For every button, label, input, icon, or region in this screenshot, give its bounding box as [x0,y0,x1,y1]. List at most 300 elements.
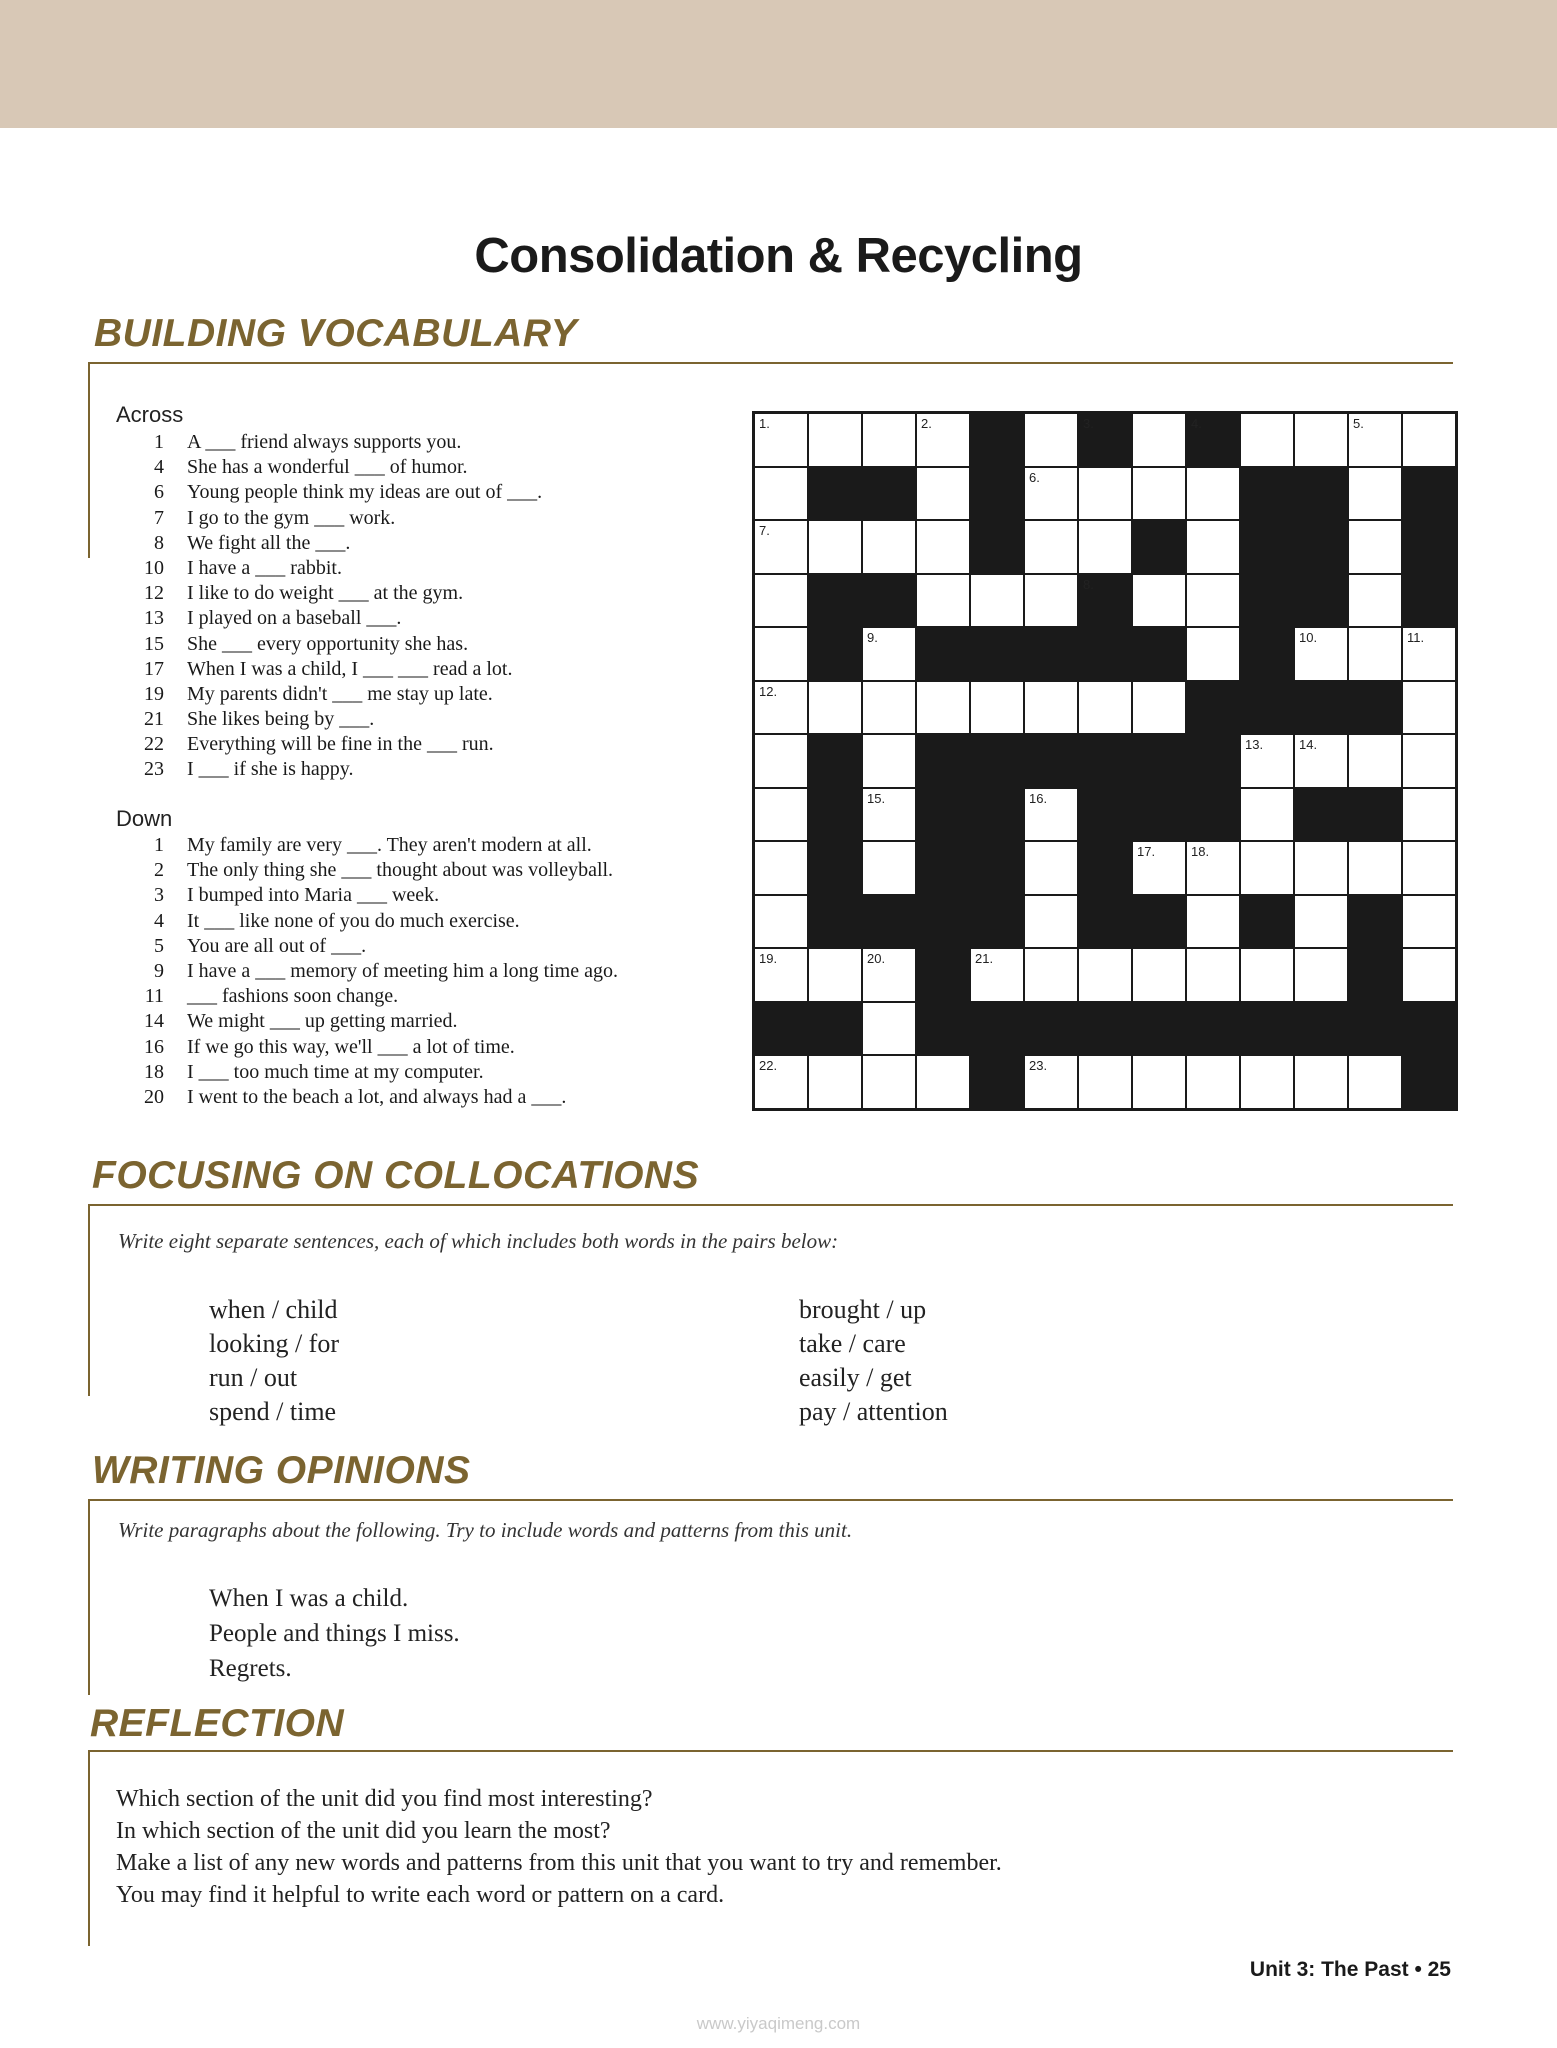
crossword-block [1132,734,1186,788]
crossword-block [862,895,916,949]
crossword-cell[interactable] [1294,627,1348,681]
crossword-block [754,1002,808,1056]
clue-number: 20 [144,1085,164,1108]
opinion-topic: Regrets. [209,1655,292,1682]
clue-text: I played on a baseball ___. [187,607,402,630]
reflection-side-rule [88,1750,90,1946]
crossword-cell[interactable] [1240,788,1294,842]
crossword-clue-number: 13. [1245,737,1264,752]
crossword-clue-number: 12. [759,683,778,699]
crossword-clue-number: 6. [1029,469,1040,485]
crossword-block [916,627,970,681]
crossword-cell[interactable] [1132,948,1186,1002]
clue-number: 22 [144,733,164,756]
collocation-pair: brought / up [799,1295,927,1324]
crossword-cell[interactable] [1132,681,1186,735]
crossword-block [808,627,862,681]
crossword-block [1078,841,1132,895]
watermark: www.yiyaqimeng.com [696,2014,861,2033]
header-band [0,0,1557,128]
crossword-block [916,1002,970,1056]
crossword-block [1348,788,1402,842]
crossword-cell[interactable] [1240,841,1294,895]
collocation-pairs-right [799,1293,948,1429]
clue-text: The only thing she ___ thought about was volleyball. [187,859,614,882]
clue-text: If we go this way, we'll ___ a lot of time. [187,1035,515,1058]
clue-text: I have a ___ memory of meeting him a long time ago. [187,959,618,982]
crossword-clue-number: 18. [1191,844,1210,859]
clue-number: 9 [154,959,164,982]
crossword-cell[interactable] [916,574,970,628]
crossword-cell[interactable] [862,948,916,1002]
clue-number: 2 [154,859,164,882]
collocation-pair: pay / attention [799,1397,948,1426]
crossword-block [916,895,970,949]
crossword-cell[interactable] [916,467,970,521]
crossword-cell[interactable] [1024,948,1078,1002]
clue-number: 10 [144,556,164,579]
crossword-block [1078,1002,1132,1056]
down-clue [116,984,618,1009]
crossword-cell[interactable] [862,841,916,895]
crossword-cell[interactable] [970,948,1024,1002]
clue-text: Everything will be fine in the ___ run. [187,733,494,756]
crossword-block [1294,1002,1348,1056]
clue-text: She likes being by ___. [187,708,375,731]
across-clue [116,430,542,455]
crossword-cell[interactable] [1024,1055,1078,1109]
crossword-cell[interactable] [1186,467,1240,521]
crossword-block [1186,1002,1240,1056]
crossword-block [1402,520,1456,574]
across-clue [116,606,542,631]
clue-number: 7 [154,506,164,529]
crossword-cell[interactable] [754,788,808,842]
across-clue [116,632,542,657]
crossword-cell[interactable] [754,627,808,681]
building-vocabulary-side-rule [88,362,90,558]
crossword-block [1294,574,1348,628]
crossword-cell[interactable] [862,734,916,788]
clue-text: I like to do weight ___ at the gym. [187,582,464,605]
crossword-block [808,841,862,895]
opinion-topic: When I was a child. [209,1585,409,1612]
crossword-cell[interactable] [916,681,970,735]
crossword-cell[interactable] [862,681,916,735]
crossword-block [808,1002,862,1056]
crossword-block [1402,1055,1456,1109]
down-clue [116,883,618,908]
crossword-block [970,1055,1024,1109]
clue-text: My family are very ___. They aren't modern at all. [187,834,592,856]
crossword-cell[interactable] [754,520,808,574]
crossword-cell[interactable] [1186,895,1240,949]
crossword-cell[interactable] [1294,841,1348,895]
crossword-block [970,1002,1024,1056]
crossword-block [1240,520,1294,574]
crossword-block [970,788,1024,842]
page-footer: Unit 3: The Past • 25 [1249,1958,1451,1981]
crossword-block [1132,627,1186,681]
crossword-cell[interactable] [754,574,808,628]
crossword-clue-number: 23. [1029,1058,1048,1073]
clue-text: I went to the beach a lot, and always had a ___. [187,1085,567,1108]
crossword-cell[interactable] [1402,895,1456,949]
across-clue [116,506,542,531]
crossword-cell[interactable] [1294,1055,1348,1109]
clue-number: 21 [144,708,164,731]
collocation-pair: spend / time [209,1397,337,1426]
crossword-cell[interactable] [1024,467,1078,521]
clue-number: 5 [154,934,164,957]
crossword-clue-number: 3. [1083,416,1094,431]
crossword-cell[interactable] [1402,413,1456,467]
reflection-question: In which section of the unit did you learn the most? [116,1818,611,1844]
crossword-block [1132,1002,1186,1056]
crossword-cell[interactable] [1294,895,1348,949]
crossword-cell[interactable] [862,413,916,467]
writing-opinions-rule [88,1499,1453,1501]
crossword-block [1402,1002,1456,1056]
crossword-cell[interactable] [808,520,862,574]
clue-number: 13 [144,607,164,630]
crossword-block [1186,788,1240,842]
clue-number: 16 [144,1035,164,1058]
crossword-block [1240,1002,1294,1056]
crossword-clue-number: 19. [759,951,778,966]
crossword-cell[interactable] [1024,681,1078,735]
crossword-block [1240,627,1294,681]
collocations-rule [88,1204,1453,1206]
crossword-cell[interactable] [1240,413,1294,467]
crossword-block [1078,413,1132,467]
crossword-block [1186,413,1240,467]
crossword-cell[interactable] [1402,681,1456,735]
clue-text: Young people think my ideas are out of ___. [187,481,543,504]
crossword-cell[interactable] [1294,413,1348,467]
across-clue [116,556,542,581]
down-heading: Down [116,806,173,831]
crossword-block [1348,681,1402,735]
clue-number: 14 [144,1010,164,1033]
crossword-cell[interactable] [1132,574,1186,628]
reflection-question: Make a list of any new words and patterns from this unit that you want to try and remember. [116,1850,1002,1876]
crossword-cell[interactable] [1078,681,1132,735]
crossword-cell[interactable] [1348,627,1402,681]
crossword-cell[interactable] [862,1002,916,1056]
crossword-block [1078,788,1132,842]
writing-opinions-side-rule [88,1499,90,1695]
crossword-block [862,574,916,628]
crossword-cell[interactable] [916,1055,970,1109]
crossword-block [970,841,1024,895]
down-clue-list [116,833,618,1110]
crossword-cell[interactable] [970,681,1024,735]
collocation-pair: easily / get [799,1363,912,1392]
clue-text: I ___ if she is happy. [187,758,354,781]
collocations-side-rule [88,1204,90,1396]
crossword-grid [752,411,1458,1111]
crossword-clue-number: 20. [867,951,886,966]
crossword-cell[interactable] [754,948,808,1002]
crossword-block [970,627,1024,681]
clue-number: 6 [154,481,164,504]
across-clue [116,657,542,682]
clue-number: 19 [144,682,164,705]
crossword-cell[interactable] [1348,574,1402,628]
crossword-cell[interactable] [1294,948,1348,1002]
crossword-cell[interactable] [754,734,808,788]
clue-text: I go to the gym ___ work. [187,506,396,529]
clue-number: 12 [144,582,164,605]
crossword-cell[interactable] [754,841,808,895]
crossword-cell[interactable] [970,574,1024,628]
down-clue [116,934,618,959]
crossword-cell[interactable] [862,788,916,842]
crossword-block [1294,681,1348,735]
crossword-block [1294,520,1348,574]
crossword-cell[interactable] [1402,734,1456,788]
crossword-clue-number: 2. [921,416,932,431]
crossword-clue-number: 16. [1029,790,1048,806]
clue-number: 1 [154,431,164,453]
crossword-clue-number: 8. [1083,576,1094,592]
across-clue-list [116,430,542,783]
crossword-block [1132,895,1186,949]
clue-number: 8 [154,531,164,554]
clue-number: 17 [144,657,164,680]
crossword-cell[interactable] [754,1055,808,1109]
clue-number: 18 [144,1060,164,1083]
crossword-cell[interactable] [808,681,862,735]
clue-text: We fight all the ___. [187,531,351,554]
crossword-cell[interactable] [1132,841,1186,895]
reflection-list [116,1783,1002,1911]
crossword-block [1078,627,1132,681]
crossword-cell[interactable] [1348,520,1402,574]
down-clue [116,909,618,934]
clue-number: 4 [154,909,164,932]
collocation-pairs-left [209,1293,339,1429]
reflection-rule [88,1750,1453,1752]
crossword-cell[interactable] [1024,841,1078,895]
crossword-cell[interactable] [1186,948,1240,1002]
crossword-block [970,895,1024,949]
crossword-cell[interactable] [754,413,808,467]
crossword-block [1186,681,1240,735]
crossword-block [1078,734,1132,788]
collocation-pair: looking / for [209,1329,339,1358]
clue-number: 4 [154,456,164,479]
crossword-block [808,467,862,521]
building-vocabulary-rule [88,362,1453,364]
down-clue [116,959,618,984]
crossword-cell[interactable] [1348,467,1402,521]
clue-text: She has a wonderful ___ of humor. [187,456,468,479]
down-clue [116,1009,618,1034]
collocation-pair: when / child [209,1295,338,1324]
crossword-block [1078,895,1132,949]
across-clue [116,707,542,732]
down-clue [116,833,618,858]
down-clue [116,858,618,883]
opinion-topic: People and things I miss. [209,1620,460,1647]
crossword-clue-number: 11. [1407,630,1425,645]
crossword-block [916,841,970,895]
crossword-block [808,574,862,628]
crossword-block [1348,1002,1402,1056]
collocations-heading: FOCUSING ON COLLOCATIONS [92,1154,700,1197]
crossword-cell[interactable] [1294,734,1348,788]
crossword-cell[interactable] [1024,413,1078,467]
clue-text: I have a ___ rabbit. [187,556,342,579]
crossword-block [808,788,862,842]
crossword-block [1240,681,1294,735]
crossword-clue-number: 17. [1137,844,1156,859]
across-clue [116,732,542,757]
crossword-cell[interactable] [916,413,970,467]
crossword-cell[interactable] [1348,1055,1402,1109]
crossword-cell[interactable] [754,467,808,521]
clue-text: A ___ friend always supports you. [187,431,462,453]
writing-opinions-instruction: Write paragraphs about the following. Try to include words and patterns from this unit. [118,1518,853,1542]
clue-number: 3 [154,884,164,907]
crossword-block [1024,1002,1078,1056]
crossword-cell[interactable] [1240,1055,1294,1109]
crossword-block [1078,574,1132,628]
crossword-block [808,895,862,949]
crossword-clue-number: 21. [975,951,994,966]
crossword-cell[interactable] [1402,841,1456,895]
crossword-cell[interactable] [754,895,808,949]
crossword-block [916,734,970,788]
crossword-cell[interactable] [1024,895,1078,949]
clue-text: I ___ too much time at my computer. [187,1060,484,1083]
crossword-cell[interactable] [1024,574,1078,628]
crossword-cell[interactable] [1186,520,1240,574]
clue-number: 15 [144,632,164,655]
collocation-pair: take / care [799,1329,906,1358]
crossword-block [862,467,916,521]
across-clue [116,480,542,505]
clue-number: 23 [144,758,164,781]
crossword-block [1240,895,1294,949]
crossword-cell[interactable] [862,1055,916,1109]
crossword-block [808,734,862,788]
across-clue [116,531,542,556]
crossword-cell[interactable] [1024,520,1078,574]
across-clue [116,581,542,606]
clue-number: 1 [154,834,164,856]
crossword-block [1132,788,1186,842]
crossword-cell[interactable] [1402,948,1456,1002]
across-clue [116,682,542,707]
crossword-block [970,413,1024,467]
crossword-block [916,788,970,842]
crossword-cell[interactable] [1078,1055,1132,1109]
crossword-cell[interactable] [1186,627,1240,681]
crossword-cell[interactable] [1078,520,1132,574]
clue-number: 11 [144,985,164,1008]
crossword-clue-number: 4. [1191,416,1202,431]
reflection-heading: REFLECTION [90,1702,345,1745]
crossword-clue-number: 22. [759,1058,778,1073]
clue-text: She ___ every opportunity she has. [187,632,469,655]
crossword-clue-number: 1. [759,416,770,431]
crossword-cell[interactable] [1132,467,1186,521]
crossword-cell[interactable] [916,520,970,574]
crossword-clue-number: 9. [867,630,878,645]
crossword-block [1402,574,1456,628]
crossword-cell[interactable] [1348,841,1402,895]
crossword-cell[interactable] [1402,627,1456,681]
crossword-cell[interactable] [1186,1055,1240,1109]
crossword-cell[interactable] [1078,467,1132,521]
crossword-block [1186,734,1240,788]
crossword-cell[interactable] [1132,413,1186,467]
crossword-cell[interactable] [808,413,862,467]
across-heading: Across [116,402,184,427]
crossword-cell[interactable] [1132,1055,1186,1109]
crossword-cell[interactable] [1240,734,1294,788]
clue-text: You are all out of ___. [187,934,367,957]
writing-opinions-list [209,1581,460,1686]
clue-text: We might ___ up getting married. [187,1010,458,1033]
crossword-block [1294,788,1348,842]
crossword-cell[interactable] [1402,788,1456,842]
crossword-cell[interactable] [862,520,916,574]
crossword-cell[interactable] [1240,948,1294,1002]
crossword-clue-number: 14. [1299,737,1318,752]
crossword-block [1132,520,1186,574]
crossword-block [1402,467,1456,521]
crossword-clue-number: 5. [1353,416,1364,431]
crossword-clue-number: 10. [1299,630,1318,645]
collocations-instruction: Write eight separate sentences, each of which includes both words in the pairs below: [118,1229,839,1253]
across-clue [116,455,542,480]
crossword-cell[interactable] [754,681,808,735]
crossword-block [916,948,970,1002]
crossword-block [970,467,1024,521]
crossword-cell[interactable] [1348,413,1402,467]
crossword-cell[interactable] [862,627,916,681]
crossword-block [1024,734,1078,788]
down-clue [116,1060,618,1085]
clue-text: My parents didn't ___ me stay up late. [187,682,493,705]
crossword-cell[interactable] [1186,574,1240,628]
across-clue [116,757,542,782]
crossword-cell[interactable] [1078,948,1132,1002]
crossword-cell[interactable] [808,1055,862,1109]
writing-opinions-heading: WRITING OPINIONS [92,1449,471,1492]
page-title: Consolidation & Recycling [474,229,1083,283]
crossword-cell[interactable] [1348,734,1402,788]
crossword-block [1240,574,1294,628]
clue-text: I bumped into Maria ___ week. [187,884,440,907]
crossword-block [970,734,1024,788]
crossword-block [1348,895,1402,949]
reflection-question: Which section of the unit did you find most interesting? [116,1786,653,1812]
crossword-cell[interactable] [808,948,862,1002]
down-clue [116,1085,618,1110]
clue-text: It ___ like none of you do much exercise. [187,909,520,932]
collocation-pair: run / out [209,1363,298,1392]
crossword-cell[interactable] [1186,841,1240,895]
clue-text: ___ fashions soon change. [187,985,399,1008]
down-clue [116,1035,618,1060]
crossword-cell[interactable] [1024,788,1078,842]
crossword-clue-number: 7. [759,523,770,538]
